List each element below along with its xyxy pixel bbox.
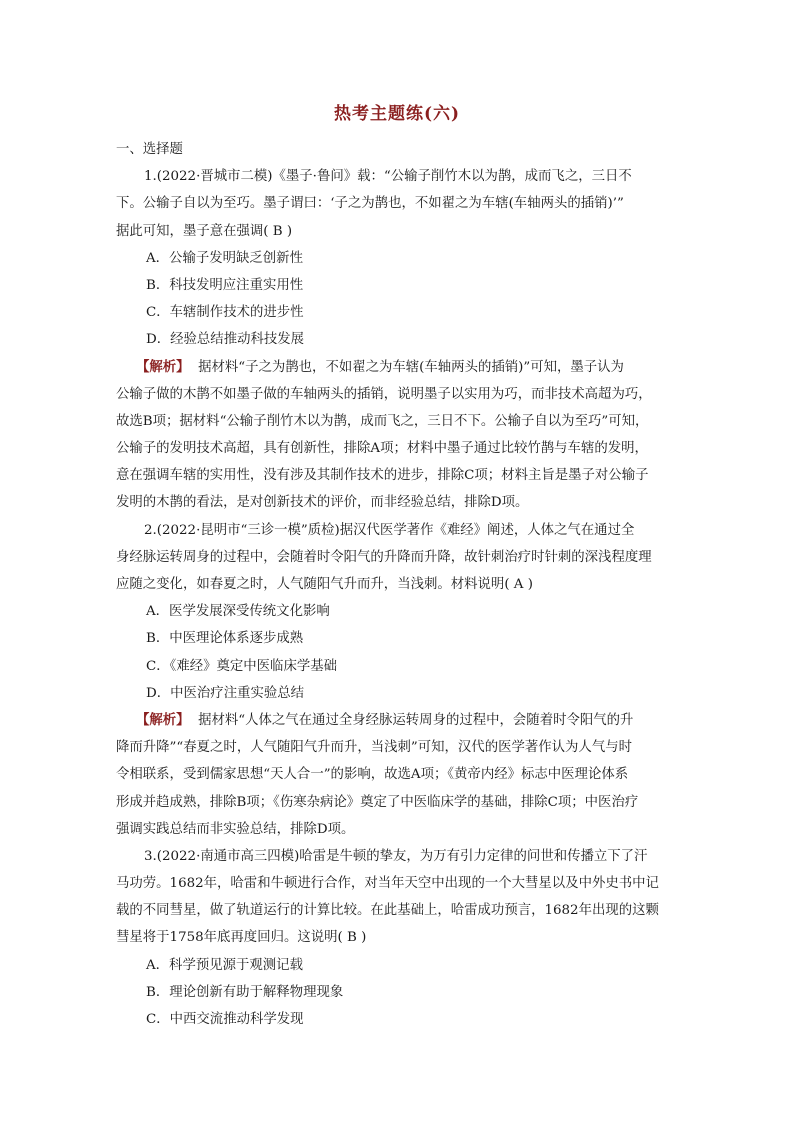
analysis-text: 意在强调车辖的实用性，没有涉及其制作技术的进步，排除C项；材料主旨是墨子对公输子 <box>116 468 649 484</box>
option-d: D．中医治疗注重实验总结 <box>146 685 305 701</box>
analysis-text: 形成并趋成熟，排除B项；《伤寒杂病论》奠定了中医临床学的基础，排除C项；中医治疗 <box>116 794 639 810</box>
analysis-text: 公输子的发明技术高超，具有创新性，排除A项；材料中墨子通过比较竹鹊与车辖的发明， <box>116 441 648 457</box>
analysis-text: 发明的木鹊的看法，是对创新技术的评价，而非经验总结，排除D项。 <box>116 495 529 511</box>
option-b: B．理论创新有助于解释物理现象 <box>146 984 344 1000</box>
analysis-tag: 【解析】 <box>136 711 190 728</box>
question-text: 身经脉运转周身的过程中，会随着时令阳气的升降而升降，故针刺治疗时针刺的深浅程度理 <box>116 549 652 565</box>
question-text: 彗星将于1758年底再度回归。这说明( B ) <box>116 930 367 946</box>
analysis-text: 公输子做的木鹊不如墨子做的车轴两头的插销，说明墨子以实用为巧，而非技术高超为巧， <box>116 386 652 402</box>
question-1 <box>116 163 702 516</box>
analysis-text: 据材料“子之为鹊也，不如翟之为车辖(车轴两头的插销)”可知，墨子认为 <box>198 359 624 375</box>
analysis-text: 故选B项；据材料“公输子削竹木以为鹊，成而飞之，三日不下。公输子自以为至巧”可知， <box>116 413 649 429</box>
analysis-tag: 【解析】 <box>136 358 190 375</box>
option-a: A．医学发展深受传统文化影响 <box>146 604 330 620</box>
question-text: 3.(2022·南通市高三四模)哈雷是牛顿的挚友，为万有引力定律的问世和传播立下了汗 <box>144 848 648 864</box>
analysis-first-line <box>116 354 702 381</box>
option-b: B．中医理论体系逐步成熟 <box>146 631 304 647</box>
analysis-text: 降而升降”“春夏之时，人气随阳气升而升，当浅刺”可知，汉代的医学著作认为人气与时 <box>116 740 632 756</box>
question-text: 下。公输子自以为至巧。墨子谓曰：‘子之为鹊也，不如翟之为车辖(车轴两头的插销)’” <box>116 196 624 212</box>
question-text: 载的不同彗星，做了轨道运行的计算比较。在此基础上，哈雷成功预言，1682年出现的这颗 <box>116 903 659 919</box>
question-text: 据此可知，墨子意在强调( B ) <box>116 223 293 239</box>
question-text: 2.(2022·昆明市“三诊一模”质检)据汉代医学著作《难经》阐述，人体之气在通过全 <box>144 522 635 538</box>
question-text: 1.(2022·晋城市二模)《墨子·鲁问》载：“公输子削竹木以为鹊，成而飞之，三日不 <box>144 169 632 185</box>
option-c: C．中西交流推动科学发现 <box>146 1012 304 1027</box>
option-c: C．车辖制作技术的进步性 <box>146 305 304 321</box>
analysis-text: 令相联系，受到儒家思想“天人合一”的影响，故选A项；《黄帝内经》标志中医理论体系 <box>116 767 629 783</box>
content <box>116 136 702 1033</box>
option-a: A．公输子发明缺乏创新性 <box>146 250 303 266</box>
option-a: A．科学预见源于观测记载 <box>146 957 303 973</box>
question-text: 应随之变化，如春夏之时，人气随阳气升而升，当浅刺。材料说明( A ) <box>116 577 533 592</box>
question-3 <box>116 843 702 1033</box>
option-d: D．经验总结推动科技发展 <box>146 332 305 348</box>
option-b: B．科技发明应注重实用性 <box>146 277 304 293</box>
analysis-text: 强调实践总结而非实验总结，排除D项。 <box>116 821 355 837</box>
analysis-text: 据材料“人体之气在通过全身经脉运转周身的过程中，会随着时令阳气的升 <box>198 712 634 728</box>
section-heading: 一、选择题 <box>116 142 183 157</box>
page-title: 热考主题练(六) <box>333 104 461 124</box>
analysis-first-line <box>116 707 702 734</box>
question-text: 马功劳。1682年，哈雷和牛顿进行合作，对当年天空中出现的一个大彗星以及中外史书中记 <box>116 876 659 892</box>
question-2 <box>116 517 702 843</box>
option-c: C．《难经》奠定中医临床学基础 <box>146 658 338 674</box>
